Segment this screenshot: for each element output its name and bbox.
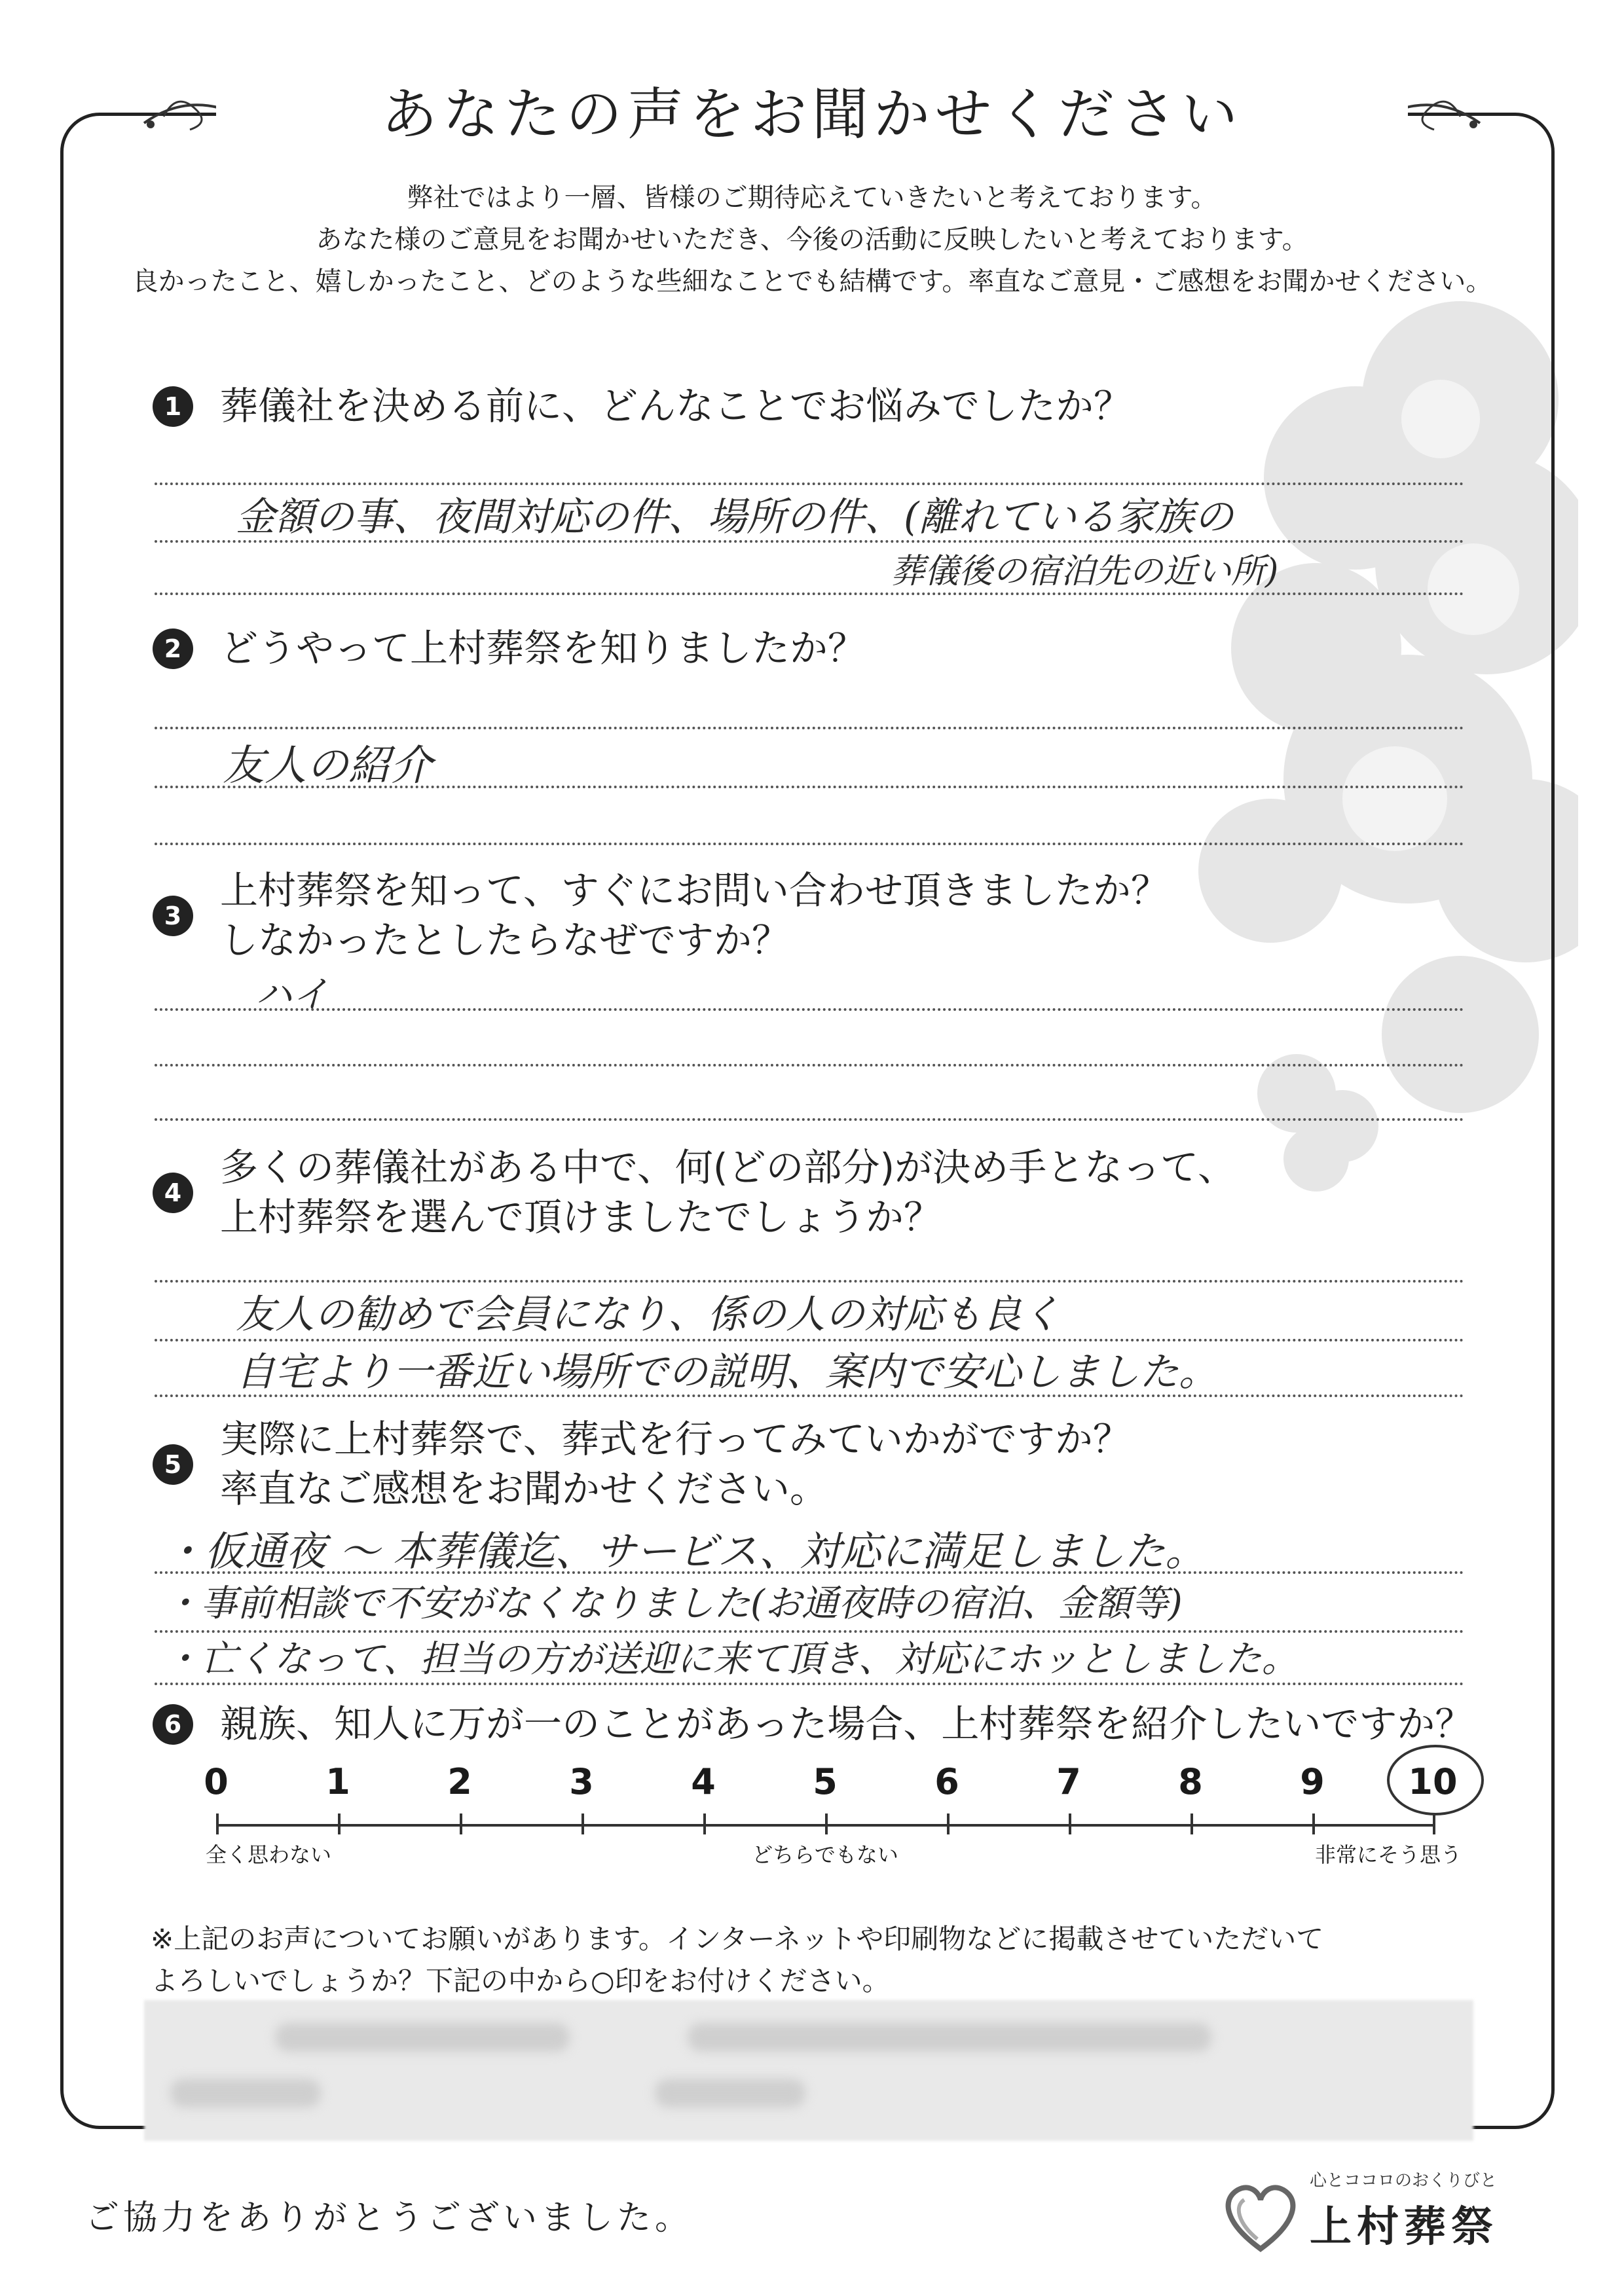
redacted-consent-options [144,2000,1473,2141]
scale-label-0[interactable]: 0 [204,1761,229,1802]
scale-tick [1190,1813,1193,1834]
scale-label-2[interactable]: 2 [447,1761,472,1802]
redacted-option [275,2023,570,2052]
scale-label-3[interactable]: 3 [569,1761,594,1802]
scale-tick [216,1813,219,1834]
scale-tick [703,1813,706,1834]
note-line: ※上記のお声についてお願いがあります。インターネットや印刷物などに掲載させていただいて [151,1923,1324,1955]
scale-label-8[interactable]: 8 [1178,1761,1203,1802]
question-text-line-2: しなかったとしたらなぜですか？ [220,918,790,962]
answer-5-line-1: ・仮通夜 〜 本葬儀迄、サービス、対応に満足しました。 [164,1527,1206,1575]
question-text: 実際に上村葬祭で、葬式を行ってみていかがですか？ [220,1417,1131,1461]
question-text: 上村葬祭を知って、すぐにお問い合わせ頂きましたか？ [220,868,1169,913]
redacted-option [170,2079,321,2107]
intro-text [98,177,1526,302]
question-text-line-2: 率直なご感想をお聞かせください。 [220,1467,828,1511]
scale-tick [1433,1813,1435,1834]
question-number: 3 [153,896,193,936]
question-number: 2 [153,629,193,669]
intro-line: 良かったこと、嬉しかったこと、どのような些細なことでも結構です。率直なご意見・ご感想をお聞かせください。 [132,266,1492,297]
heart-logo-icon [1218,2174,1303,2259]
answer-line [155,727,1464,729]
answer-3: ハイ [255,974,329,1016]
publication-consent-note [151,1918,1323,2002]
answer-2: 友人の紹介 [223,742,432,790]
answer-4-line-2: 自宅より一番近い場所での説明、案内で安心しました。 [236,1349,1218,1395]
scale-label-5[interactable]: 5 [813,1761,838,1802]
answer-line [155,1280,1464,1283]
answer-line [155,1008,1464,1011]
question-text: どうやって上村葬祭を知りましたか？ [220,626,866,670]
scale-tick [460,1813,462,1834]
scale-label-7[interactable]: 7 [1056,1761,1081,1802]
answer-line [155,483,1464,485]
scale-high-caption: 非常にそう思う [1314,1842,1462,1867]
selected-rating-circle [1387,1745,1484,1815]
scale-tick [1312,1813,1315,1834]
scale-label-9[interactable]: 9 [1300,1761,1325,1802]
page-title: あなたの声をお聞かせください [381,82,1243,147]
question-text: 葬儀社を決める前に、どんなことでお悩みでしたか？ [220,384,1132,428]
scale-mid-caption: どちらでもない [752,1842,898,1867]
scale-label-4[interactable]: 4 [691,1761,716,1802]
logo-tagline: 心とココロのおくりびと [1310,2171,1498,2191]
answer-1-line-1: 金額の事、夜間対応の件、場所の件、(離れている家族の [236,494,1234,540]
note-line: よろしいでしょうか？下記の中から○印をお付けください。 [151,1965,890,1997]
answer-1-line-2: 葬儀後の宿泊先の近い所) [891,552,1279,591]
redacted-option [688,2023,1211,2052]
answer-line [155,1118,1464,1121]
answer-line [155,1064,1464,1066]
thank-you-text: ご協力をありがとうございました。 [85,2198,693,2238]
intro-line: 弊社ではより一層、皆様のご期待応えていきたいと考えております。 [407,183,1217,213]
scale-low-caption: 全く思わない [205,1842,332,1867]
answer-5-line-3: ・亡くなって、担当の方が送迎に来て頂き、対応にホッとしました。 [164,1638,1299,1681]
answer-line [155,843,1464,845]
company-logo [1218,2167,1532,2265]
scale-tick [338,1813,341,1834]
logo-company-name: 上村葬祭 [1310,2203,1498,2251]
question-text-line-2: 上村葬祭を選んで頂けましたでしょうか？ [220,1195,942,1239]
rating-scale [204,1761,1462,1867]
scale-tick [1069,1813,1071,1834]
answer-5-line-2: ・事前相談で不安がなくなりました(お通夜時の宿泊、金額等) [164,1582,1183,1625]
question-number: 4 [153,1173,193,1213]
scale-label-6[interactable]: 6 [934,1761,959,1802]
question-number: 5 [153,1444,193,1485]
scale-tick [825,1813,828,1834]
scale-tick [581,1813,584,1834]
scale-tick [947,1813,950,1834]
redacted-option [655,2079,805,2107]
question-text: 親族、知人に万が一のことがあった場合、上村葬祭を紹介したいですか？ [220,1702,1473,1746]
intro-line: あなた様のご意見をお聞かせいただき、今後の活動に反映したいと考えております。 [316,225,1308,255]
scale-label-1[interactable]: 1 [325,1761,350,1802]
answer-line [155,1683,1464,1685]
answer-4-line-1: 友人の勧めで会員になり、係の人の対応も良く [236,1292,1061,1338]
scale-label-10[interactable]: 10 [1408,1761,1458,1802]
question-number: 1 [153,386,193,427]
answer-line [155,592,1464,595]
question-text: 多くの葬儀社がある中で、何(どの部分)が決め手となって、 [220,1145,1236,1190]
question-number: 6 [153,1704,193,1745]
